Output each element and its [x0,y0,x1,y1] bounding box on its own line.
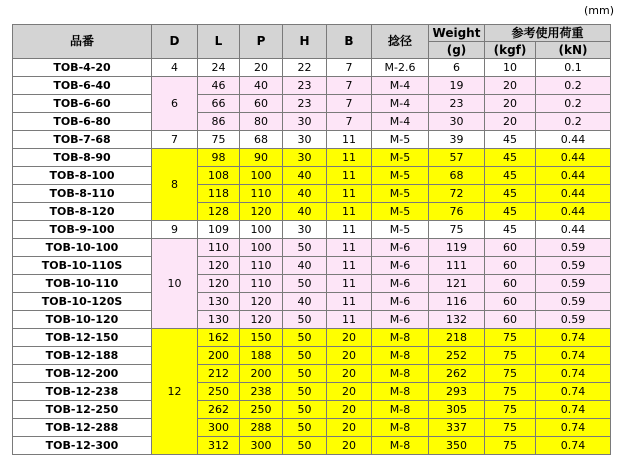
l-cell: 120 [198,257,240,275]
weight-cell: 23 [429,95,485,113]
header-weight: Weight [429,25,485,42]
weight-cell: 350 [429,437,485,455]
load-kn-cell: 0.2 [536,113,611,131]
h-cell: 50 [283,329,327,347]
b-cell: 11 [327,131,372,149]
thread-cell: M-6 [372,311,429,329]
l-cell: 75 [198,131,240,149]
table-row [13,113,611,131]
table-row [13,419,611,437]
table-row [13,293,611,311]
load-kgf-cell: 75 [485,383,536,401]
p-cell: 120 [240,293,283,311]
weight-cell: 72 [429,185,485,203]
load-kgf-cell: 20 [485,95,536,113]
weight-cell: 252 [429,347,485,365]
diameter-cell: 8 [152,149,198,221]
weight-cell: 119 [429,239,485,257]
model-cell: TOB-9-100 [13,221,152,239]
h-cell: 30 [283,131,327,149]
table-row [13,185,611,203]
thread-cell: M-5 [372,149,429,167]
load-kn-cell: 0.74 [536,437,611,455]
model-cell: TOB-12-238 [13,383,152,401]
table-row [13,131,611,149]
table-row [13,311,611,329]
load-kn-cell: 0.44 [536,221,611,239]
load-kgf-cell: 60 [485,311,536,329]
l-cell: 250 [198,383,240,401]
weight-cell: 68 [429,167,485,185]
b-cell: 20 [327,383,372,401]
model-cell: TOB-10-110S [13,257,152,275]
load-kgf-cell: 75 [485,437,536,455]
table-row [13,59,611,77]
table-row [13,257,611,275]
thread-cell: M-4 [372,77,429,95]
p-cell: 238 [240,383,283,401]
model-cell: TOB-10-120 [13,311,152,329]
load-kn-cell: 0.74 [536,401,611,419]
b-cell: 20 [327,365,372,383]
table-row [13,329,611,347]
table-row [13,383,611,401]
h-cell: 50 [283,383,327,401]
l-cell: 46 [198,77,240,95]
model-cell: TOB-7-68 [13,131,152,149]
p-cell: 188 [240,347,283,365]
p-cell: 60 [240,95,283,113]
l-cell: 120 [198,275,240,293]
h-cell: 30 [283,149,327,167]
load-kgf-cell: 75 [485,419,536,437]
weight-cell: 116 [429,293,485,311]
load-kgf-cell: 60 [485,293,536,311]
load-kn-cell: 0.74 [536,419,611,437]
load-kgf-cell: 45 [485,185,536,203]
weight-cell: 262 [429,365,485,383]
weight-cell: 75 [429,221,485,239]
diameter-cell: 4 [152,59,198,77]
table-row [13,95,611,113]
model-cell: TOB-12-250 [13,401,152,419]
table-row [13,167,611,185]
weight-cell: 121 [429,275,485,293]
thread-cell: M-4 [372,113,429,131]
load-kn-cell: 0.1 [536,59,611,77]
diameter-cell: 7 [152,131,198,149]
h-cell: 50 [283,239,327,257]
weight-cell: 337 [429,419,485,437]
l-cell: 110 [198,239,240,257]
l-cell: 212 [198,365,240,383]
weight-cell: 30 [429,113,485,131]
weight-cell: 6 [429,59,485,77]
l-cell: 24 [198,59,240,77]
load-kn-cell: 0.59 [536,257,611,275]
diameter-cell: 6 [152,77,198,131]
h-cell: 50 [283,419,327,437]
header-load: 参考使用荷重 [485,25,611,42]
model-cell: TOB-10-110 [13,275,152,293]
p-cell: 40 [240,77,283,95]
b-cell: 11 [327,221,372,239]
table-row [13,221,611,239]
thread-cell: M-6 [372,257,429,275]
b-cell: 7 [327,95,372,113]
model-cell: TOB-12-188 [13,347,152,365]
p-cell: 150 [240,329,283,347]
b-cell: 20 [327,347,372,365]
table-row [13,77,611,95]
table-row [13,437,611,455]
model-cell: TOB-10-100 [13,239,152,257]
weight-cell: 132 [429,311,485,329]
load-kgf-cell: 45 [485,167,536,185]
h-cell: 23 [283,77,327,95]
h-cell: 50 [283,437,327,455]
header-weight-unit: (g) [429,42,485,59]
h-cell: 23 [283,95,327,113]
weight-cell: 39 [429,131,485,149]
p-cell: 200 [240,365,283,383]
model-cell: TOB-4-20 [13,59,152,77]
b-cell: 20 [327,419,372,437]
diameter-cell: 10 [152,239,198,329]
b-cell: 11 [327,185,372,203]
b-cell: 7 [327,77,372,95]
thread-cell: M-2.6 [372,59,429,77]
thread-cell: M-6 [372,275,429,293]
table-row [13,365,611,383]
h-cell: 30 [283,113,327,131]
p-cell: 110 [240,257,283,275]
p-cell: 250 [240,401,283,419]
l-cell: 312 [198,437,240,455]
weight-cell: 57 [429,149,485,167]
load-kgf-cell: 75 [485,365,536,383]
p-cell: 90 [240,149,283,167]
header-model: 品番 [13,25,152,59]
l-cell: 118 [198,185,240,203]
unit-note: (mm) [583,4,614,17]
header-b: B [327,25,372,59]
header-l: L [198,25,240,59]
weight-cell: 76 [429,203,485,221]
b-cell: 11 [327,167,372,185]
table-body [13,59,611,455]
l-cell: 300 [198,419,240,437]
thread-cell: M-4 [372,95,429,113]
p-cell: 120 [240,203,283,221]
load-kgf-cell: 10 [485,59,536,77]
p-cell: 80 [240,113,283,131]
load-kn-cell: 0.59 [536,293,611,311]
load-kgf-cell: 75 [485,329,536,347]
p-cell: 20 [240,59,283,77]
b-cell: 11 [327,311,372,329]
b-cell: 11 [327,149,372,167]
diameter-cell: 12 [152,329,198,455]
l-cell: 200 [198,347,240,365]
h-cell: 30 [283,221,327,239]
l-cell: 86 [198,113,240,131]
load-kgf-cell: 45 [485,221,536,239]
l-cell: 162 [198,329,240,347]
load-kn-cell: 0.44 [536,167,611,185]
b-cell: 11 [327,293,372,311]
thread-cell: M-8 [372,365,429,383]
load-kgf-cell: 20 [485,77,536,95]
model-cell: TOB-6-60 [13,95,152,113]
h-cell: 50 [283,275,327,293]
thread-cell: M-6 [372,239,429,257]
thread-cell: M-5 [372,131,429,149]
model-cell: TOB-12-288 [13,419,152,437]
load-kn-cell: 0.74 [536,365,611,383]
p-cell: 300 [240,437,283,455]
load-kn-cell: 0.44 [536,203,611,221]
l-cell: 98 [198,149,240,167]
h-cell: 50 [283,311,327,329]
p-cell: 110 [240,185,283,203]
h-cell: 40 [283,257,327,275]
model-cell: TOB-10-120S [13,293,152,311]
model-cell: TOB-8-110 [13,185,152,203]
model-cell: TOB-12-300 [13,437,152,455]
load-kgf-cell: 20 [485,113,536,131]
l-cell: 108 [198,167,240,185]
load-kgf-cell: 60 [485,275,536,293]
thread-cell: M-5 [372,221,429,239]
l-cell: 130 [198,311,240,329]
thread-cell: M-6 [372,293,429,311]
model-cell: TOB-8-100 [13,167,152,185]
thread-cell: M-5 [372,203,429,221]
weight-cell: 19 [429,77,485,95]
b-cell: 11 [327,203,372,221]
load-kn-cell: 0.59 [536,311,611,329]
h-cell: 40 [283,293,327,311]
load-kn-cell: 0.74 [536,383,611,401]
thread-cell: M-8 [372,437,429,455]
b-cell: 11 [327,239,372,257]
load-kgf-cell: 45 [485,203,536,221]
h-cell: 22 [283,59,327,77]
l-cell: 109 [198,221,240,239]
thread-cell: M-8 [372,401,429,419]
header-load-kn: (kN) [536,42,611,59]
load-kgf-cell: 60 [485,257,536,275]
h-cell: 50 [283,347,327,365]
table-row [13,347,611,365]
load-kn-cell: 0.59 [536,275,611,293]
spec-table [12,24,611,455]
table-row [13,203,611,221]
load-kn-cell: 0.74 [536,329,611,347]
l-cell: 262 [198,401,240,419]
b-cell: 20 [327,437,372,455]
thread-cell: M-8 [372,347,429,365]
load-kn-cell: 0.44 [536,185,611,203]
b-cell: 20 [327,329,372,347]
h-cell: 50 [283,401,327,419]
p-cell: 100 [240,239,283,257]
table-row [13,275,611,293]
l-cell: 66 [198,95,240,113]
p-cell: 110 [240,275,283,293]
model-cell: TOB-6-80 [13,113,152,131]
weight-cell: 111 [429,257,485,275]
l-cell: 130 [198,293,240,311]
table-row [13,239,611,257]
b-cell: 7 [327,59,372,77]
l-cell: 128 [198,203,240,221]
load-kgf-cell: 60 [485,239,536,257]
weight-cell: 293 [429,383,485,401]
weight-cell: 305 [429,401,485,419]
model-cell: TOB-8-90 [13,149,152,167]
header-load-kgf: (kgf) [485,42,536,59]
b-cell: 11 [327,257,372,275]
h-cell: 50 [283,365,327,383]
model-cell: TOB-12-150 [13,329,152,347]
thread-cell: M-8 [372,329,429,347]
header-p: P [240,25,283,59]
b-cell: 20 [327,401,372,419]
p-cell: 100 [240,167,283,185]
model-cell: TOB-12-200 [13,365,152,383]
h-cell: 40 [283,167,327,185]
load-kgf-cell: 45 [485,131,536,149]
header-h: H [283,25,327,59]
p-cell: 288 [240,419,283,437]
load-kn-cell: 0.2 [536,77,611,95]
diameter-cell: 9 [152,221,198,239]
table-row [13,149,611,167]
load-kn-cell: 0.44 [536,131,611,149]
h-cell: 40 [283,185,327,203]
b-cell: 7 [327,113,372,131]
table-row [13,401,611,419]
header-d: D [152,25,198,59]
model-cell: TOB-6-40 [13,77,152,95]
load-kn-cell: 0.59 [536,239,611,257]
thread-cell: M-5 [372,185,429,203]
p-cell: 100 [240,221,283,239]
b-cell: 11 [327,275,372,293]
load-kn-cell: 0.44 [536,149,611,167]
thread-cell: M-8 [372,383,429,401]
thread-cell: M-5 [372,167,429,185]
h-cell: 40 [283,203,327,221]
load-kn-cell: 0.74 [536,347,611,365]
load-kn-cell: 0.2 [536,95,611,113]
load-kgf-cell: 75 [485,401,536,419]
p-cell: 120 [240,311,283,329]
p-cell: 68 [240,131,283,149]
header-thread: 捻径 [372,25,429,59]
load-kgf-cell: 75 [485,347,536,365]
load-kgf-cell: 45 [485,149,536,167]
thread-cell: M-8 [372,419,429,437]
model-cell: TOB-8-120 [13,203,152,221]
weight-cell: 218 [429,329,485,347]
